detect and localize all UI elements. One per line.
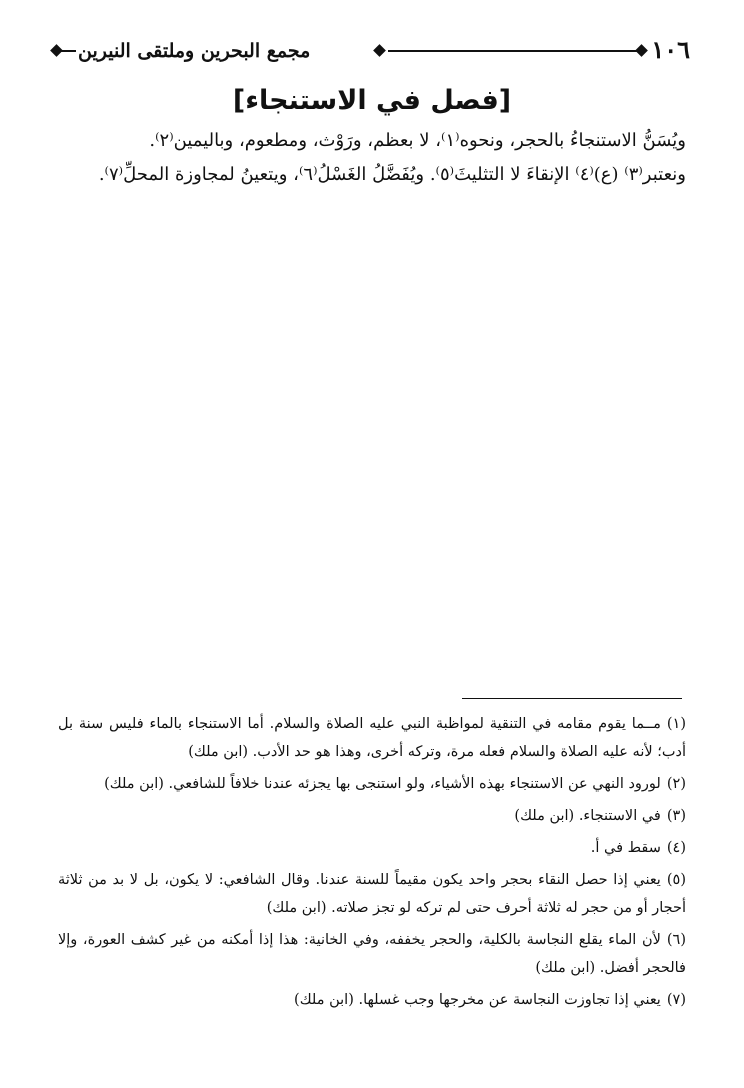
footnote-text: يعني إذا حصل النقاء بحجر واحد يكون مقيماً للسنة عندنا. وقال الشافعي: لا يكون، بل لا بد من ثلاثة أحجار أو من حجر له ثلاثة أحرف حتى لم تركه لو تجز صلاته. (ابن ملك) <box>58 872 686 916</box>
diamond-ornament-icon <box>373 44 386 57</box>
footnote-number: (٧) <box>666 992 686 1008</box>
diamond-ornament-icon <box>50 44 63 57</box>
footnote-number: (٤) <box>666 840 686 856</box>
footnote-text: يعني إذا تجاوزت النجاسة عن مخرجها وجب غسلها. (ابن ملك) <box>294 992 661 1008</box>
footnote-text: لورود النهي عن الاستنجاء بهذه الأشياء، ولو استنجى بها يجزئه عندنا خلافاً للشافعي. (ابن ملك) <box>104 776 661 792</box>
footnote-number: (١) <box>666 716 686 732</box>
footnotes <box>58 710 686 1018</box>
footnote-text: مــما يقوم مقامه في التنقية لمواظبة النبي عليه الصلاة والسلام. أما الاستنجاء بالماء فليس سنة بل أدب؛ لأنه عليه الصلاة والسلام فعله مرة، وتركه أخرى، وهذا هو حد الأدب. (ابن ملك) <box>58 716 686 760</box>
section-title: [فصل في الاستنجاء] <box>232 85 512 116</box>
body-line: ويُسَنُّ الاستنجاءُ بالحجر، ونحوه⁽١⁾، لا بعظم، ورَوْث، ومطعوم، وباليمين⁽٢⁾. <box>149 130 686 151</box>
main-text <box>58 124 686 192</box>
footnote-separator <box>462 698 682 699</box>
footnote-text: في الاستنجاء. (ابن ملك) <box>514 808 661 824</box>
header-rule <box>388 50 640 52</box>
page-header <box>50 34 690 70</box>
footnote-number: (٥) <box>666 872 686 888</box>
footnote <box>58 986 686 1014</box>
footnote-number: (٦) <box>666 932 686 948</box>
footnote <box>58 866 686 922</box>
footnote-number: (٢) <box>666 776 686 792</box>
footnote <box>58 770 686 798</box>
footnote-number: (٣) <box>666 808 686 824</box>
page-number: ١٠٦ <box>651 35 690 64</box>
footnote-text: سقط في أ. <box>590 840 661 856</box>
footnote <box>58 710 686 766</box>
footnote <box>58 802 686 830</box>
footnote <box>58 926 686 982</box>
footnote <box>58 834 686 862</box>
body-line: ونعتبر⁽٣⁾ (ع)⁽٤⁾ الإنقاءَ لا التثليثَ⁽٥⁾. ويُفَضَّلُ الغَسْلُ⁽٦⁾، ويتعينُ لمجاوزة المحلِّ⁽٧⁾. <box>98 164 686 185</box>
running-title: مجمع البحرين وملتقى النيرين <box>78 40 311 62</box>
footnote-text: لأن الماء يقلع النجاسة بالكلية، والحجر يخففه، وفي الخانية: هذا إذا أمكنه من غير كشف العورة، وإلا فالحجر أفضل. (ابن ملك) <box>58 932 686 976</box>
